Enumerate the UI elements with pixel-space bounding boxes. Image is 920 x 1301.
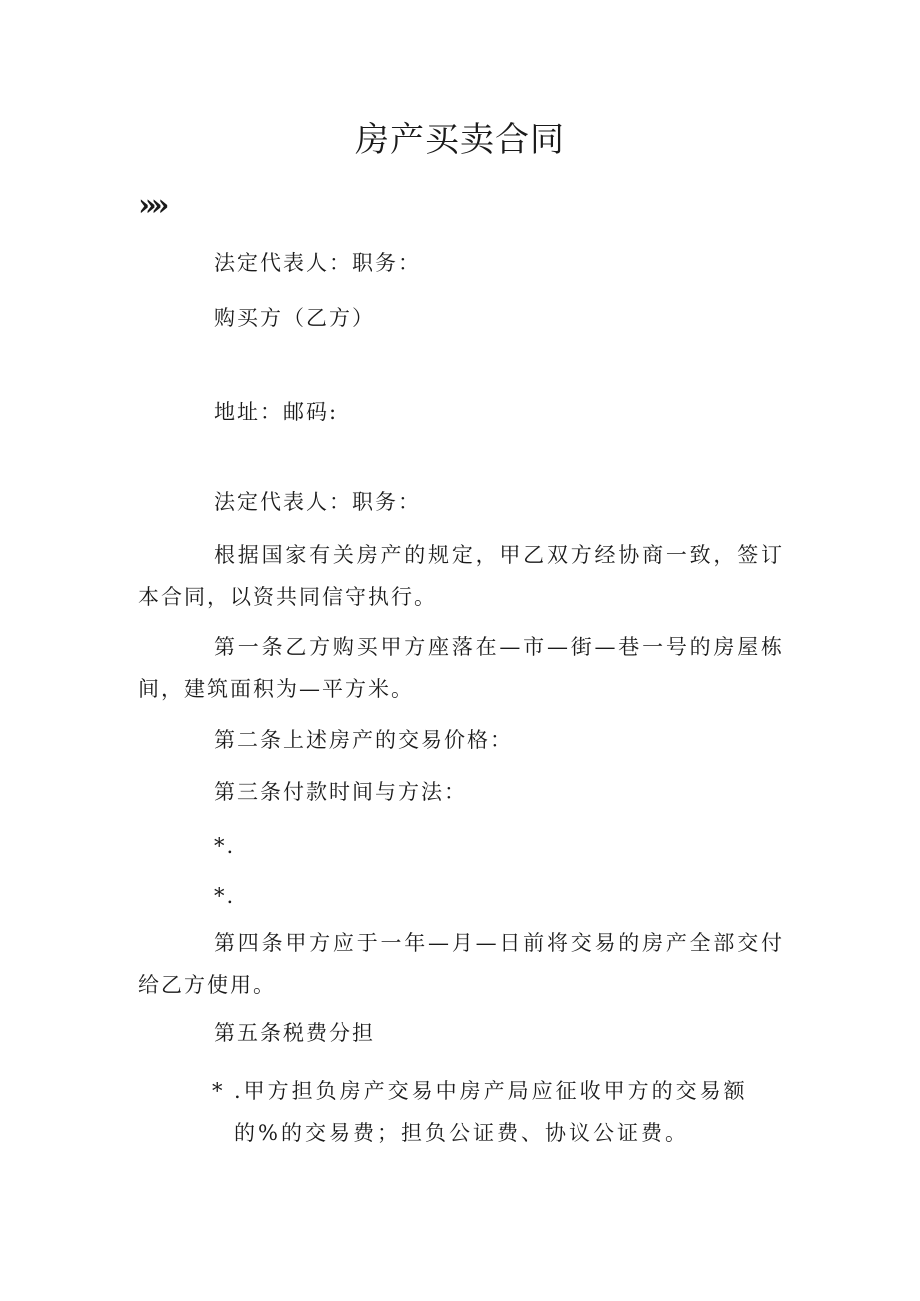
tax-item-text: .甲方担负房产交易中房产局应征收甲方的交易额的%的交易费；担负公证费、协议公证费。	[234, 1079, 748, 1145]
article-2-line: 第二条上述房产的交易价格：	[214, 728, 513, 752]
intro-paragraph: 根据国家有关房产的规定，甲乙双方经协商一致，签订本合同，以资共同信守执行。	[138, 543, 784, 609]
address-postcode-line: 地址：邮码:	[214, 400, 339, 424]
bullet-item-1: *.	[214, 834, 236, 858]
bullet-item-2: *.	[214, 884, 236, 908]
tax-item	[212, 1070, 784, 1154]
article-5-line: 第五条税费分担	[214, 1021, 375, 1045]
document-title: 房产买卖合同	[355, 120, 565, 160]
article-1-paragraph: 第一条乙方购买甲方座落在—市—街—巷一号的房屋栋间，建筑面积为—平方米。	[138, 635, 784, 701]
tax-item-bullet: *	[212, 1079, 226, 1103]
double-chevron-marker: »»	[138, 188, 164, 223]
buyer-party-line: 购买方（乙方）	[214, 306, 375, 330]
article-3-line: 第三条付款时间与方法：	[214, 780, 467, 804]
legal-representative-line-2: 法定代表人：职务：	[214, 490, 421, 514]
article-4-paragraph: 第四条甲方应于一年—月—日前将交易的房产全部交付给乙方使用。	[138, 931, 784, 997]
legal-representative-line-1: 法定代表人：职务：	[214, 251, 421, 275]
